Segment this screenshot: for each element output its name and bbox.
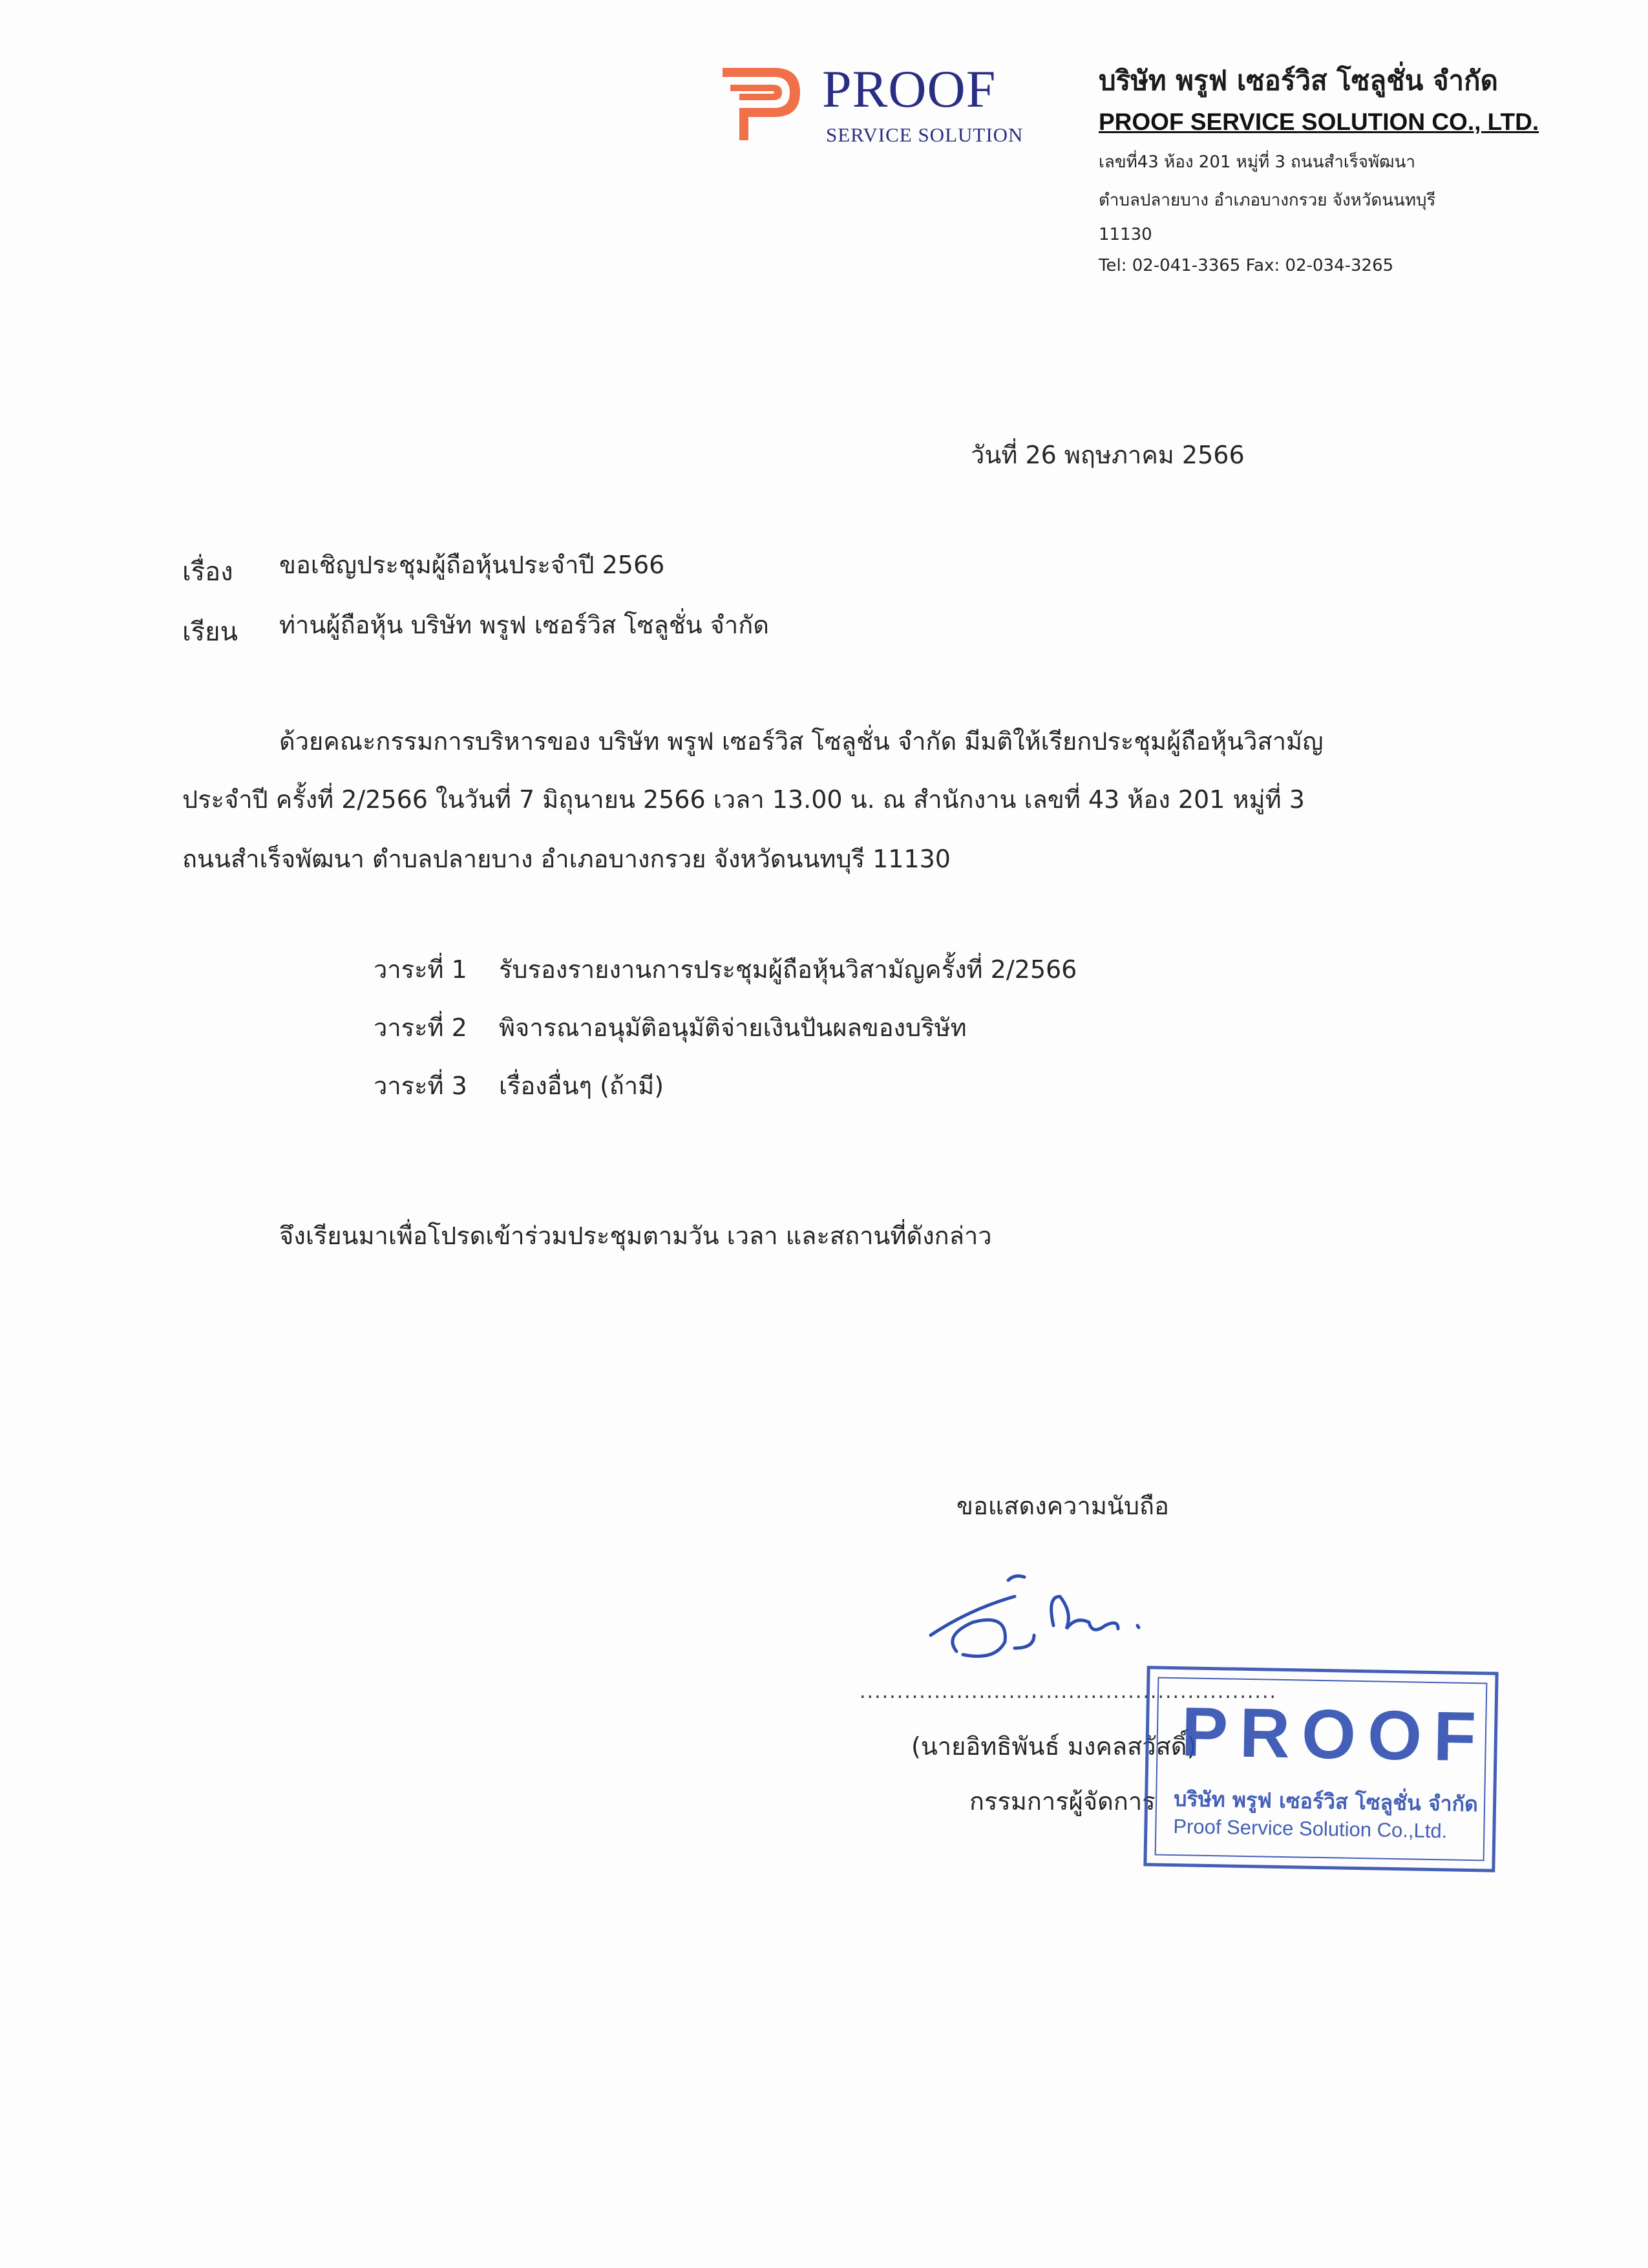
body-line-3: ถนนสำเร็จพัฒนา ตำบลปลายบาง อำเภอบางกรวย จังหวัดนนทบุรี 11130: [182, 845, 951, 873]
signature-line: ........................................................: [860, 1680, 1278, 1703]
stamp-company-th: บริษัท พรูฟ เซอร์วิส โซลูชั่น จำกัด: [1173, 1786, 1479, 1817]
company-address-2: ตำบลปลายบาง อำเภอบางกรวย จังหวัดนนทบุรี: [1099, 191, 1436, 210]
company-name-en: PROOF SERVICE SOLUTION CO., LTD.: [1099, 109, 1539, 135]
agenda-label-3: วาระที่ 3: [374, 1072, 467, 1100]
company-info: [1099, 59, 1577, 275]
body-line-2: ประจำปี ครั้งที่ 2/2566 ในวันที่ 7 มิถุนายน 2566 เวลา 13.00 น. ณ สำนักงาน เลขที่ 43 ห้อง 201 หมู่ที่ 3: [182, 785, 1305, 814]
recipient-text: ท่านผู้ถือหุ้น บริษัท พรูฟ เซอร์วิส โซลูชั่น จำกัด: [279, 611, 769, 639]
logo-subtitle: SERVICE SOLUTION: [826, 123, 1024, 146]
company-stamp: [1143, 1666, 1498, 1872]
company-address-3: 11130: [1099, 225, 1152, 244]
recipient-label: เรียน: [182, 617, 238, 647]
agenda-label-2: วาระที่ 2: [374, 1013, 467, 1042]
agenda-item-2: พิจารณาอนุมัติอนุมัติจ่ายเงินปันผลของบริษัท: [499, 1013, 967, 1042]
agenda-item-1: รับรองรายงานการประชุมผู้ถือหุ้นวิสามัญครั้งที่ 2/2566: [499, 955, 1077, 984]
agenda-item-3: เรื่องอื่นๆ (ถ้ามี): [499, 1072, 664, 1100]
stamp-wordmark: PROOF: [1180, 1692, 1488, 1776]
subject-label: เรื่อง: [182, 557, 233, 587]
sign-off: ขอแสดงความนับถือ: [956, 1492, 1169, 1520]
subject-text: ขอเชิญประชุมผู้ถือหุ้นประจำปี 2566: [279, 551, 665, 579]
proof-p-logo-icon: [717, 61, 808, 145]
company-address-1: เลขที่43 ห้อง 201 หมู่ที่ 3 ถนนสำเร็จพัฒนา: [1099, 153, 1416, 172]
company-contact: Tel: 02-041-3365 Fax: 02-034-3265: [1099, 256, 1394, 275]
company-name-th: บริษัท พรูฟ เซอร์วิส โซลูชั่น จำกัด: [1099, 65, 1498, 96]
company-logo: [717, 61, 1028, 152]
stamp-company-en: Proof Service Solution Co.,Ltd.: [1173, 1815, 1448, 1843]
agenda-label-1: วาระที่ 1: [374, 955, 467, 984]
closing-request: จึงเรียนมาเพื่อโปรดเข้าร่วมประชุมตามวัน เวลา และสถานที่ดังกล่าว: [279, 1222, 992, 1250]
signer-title: กรรมการผู้จัดการ: [969, 1787, 1156, 1816]
logo-wordmark: PROOF: [822, 59, 997, 118]
signer-name: (นายอิทธิพันธ์ มงคลสวัสดิ์): [911, 1732, 1197, 1761]
body-line-1: ด้วยคณะกรรมการบริหารของ บริษัท พรูฟ เซอร์วิส โซลูชั่น จำกัด มีมติให้เรียกประชุมผู้ถือหุ้นวิสามัญ: [279, 727, 1324, 756]
letter-date: วันที่ 26 พฤษภาคม 2566: [971, 441, 1245, 469]
